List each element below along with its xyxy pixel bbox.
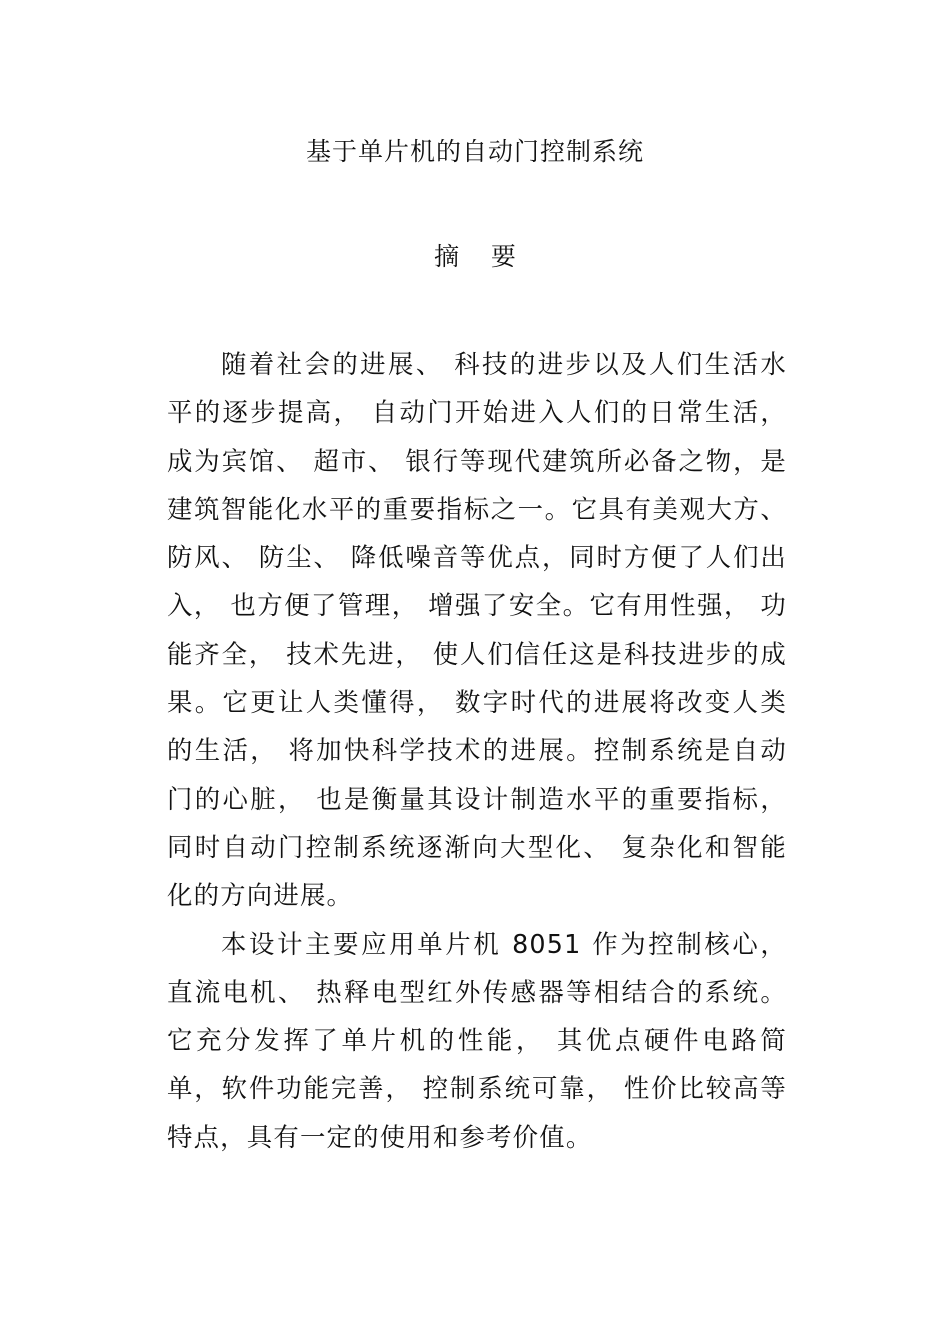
document-title: 基于单片机的自动门控制系统	[305, 137, 644, 166]
abstract-paragraph: 随着社会的进展、 科技的进步以及人们生活水平的逐步提高， 自动门开始进入人们的日常生活，成为宾馆、 超市、 银行等现代建筑所必备之物，是建筑智能化水平的重要指标之一。它具有美观大方、 防风、 防尘、 降低噪音等优点，同时方便了人们出入， 也方便了管理， 增强了安全。它有用性强， 功能齐全， 技术先进， 使人们信任这是科技进步的成果。它更让人类懂得， 数字时代的进展将改变人类的生活， 将加快科学技术的进展。控制系统是自动门的心脏， 也是衡量其设计制造水平的重要指标， 同时自动门控制系统逐渐向大型化、 复杂化和智能化的方向进展。	[167, 349, 787, 911]
abstract-paragraph: 本设计主要应用单片机 8051 作为控制核心， 直流电机、 热释电型红外传感器等相结合的系统。它充分发挥了单片机的性能， 其优点硬件电路简单，软件功能完善， 控制系统可靠， 性价比较高等特点，具有一定的使用和参考价值。	[167, 928, 787, 1152]
abstract-heading: 摘 要	[434, 242, 516, 271]
abstract-body	[167, 340, 787, 1161]
